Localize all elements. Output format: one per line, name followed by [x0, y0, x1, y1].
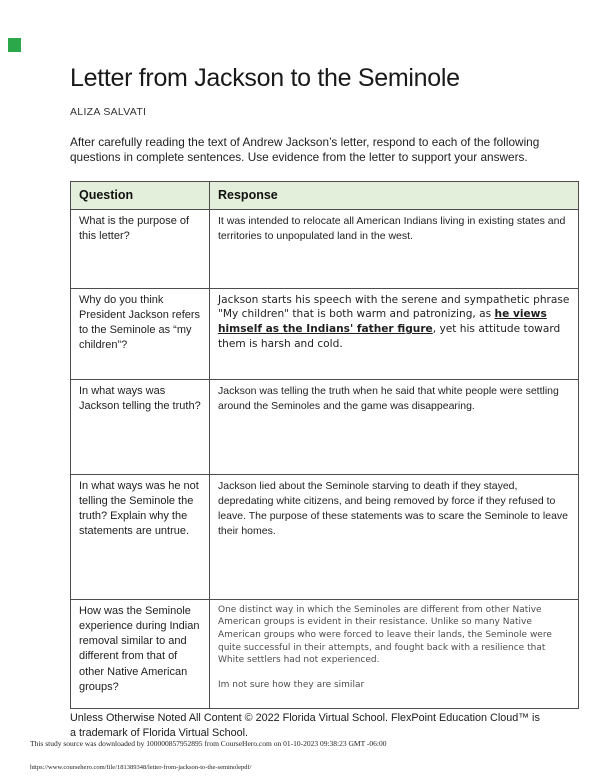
response-cell: Jackson lied about the Seminole starving to death if they stayed, depredating white citizens, and being removed by force if they refused to leave. The purpose of these statements was to scare the Seminole to leave their homes. — [210, 474, 579, 599]
table-row — [71, 209, 579, 288]
question-cell: How was the Seminole experience during Indian removal similar to and different from that of other Native American groups? — [71, 599, 210, 708]
page-title: Letter from Jackson to the Seminole — [70, 64, 460, 92]
response-column-header: Response — [210, 181, 579, 209]
question-cell: Why do you think President Jackson refers to the Seminole as “my children”? — [71, 288, 210, 379]
response-cell: Jackson was telling the truth when he said that white people were settling around the Seminoles and the game was disappearing. — [210, 379, 579, 474]
question-cell: What is the purpose of this letter? — [71, 209, 210, 288]
question-cell: In what ways was Jackson telling the truth? — [71, 379, 210, 474]
table-row — [71, 474, 579, 599]
question-column-header: Question — [71, 181, 210, 209]
table-row — [71, 379, 579, 474]
question-cell: In what ways was he not telling the Seminole the truth? Explain why the statements are untrue. — [71, 474, 210, 599]
question-response-table — [70, 181, 579, 709]
response-cell: It was intended to relocate all American Indians living in existing states and territories to unpopulated land in the west. — [210, 209, 579, 288]
response-cell: Jackson starts his speech with the serene and sympathetic phrase "My children" that is both warm and patronizing, as he views himself as the Indians' father figure, yet his attitude toward them is harsh and cold. — [210, 288, 579, 379]
intro-paragraph: After carefully reading the text of Andrew Jackson’s letter, respond to each of the following questions in complete sentences. Use evidence from the letter to support your answers. — [70, 134, 540, 165]
table-row — [71, 288, 579, 379]
response-paragraph: Im not sure how they are similar — [218, 679, 365, 690]
download-notice: This study source was downloaded by 100000857952895 from CourseHero.com on 01-10-2023 09:38:23 GMT -06:00 — [30, 739, 387, 748]
copyright-notice: Unless Otherwise Noted All Content © 2022 Florida Virtual School. FlexPoint Education Cloud™ is a trademark of Florida Virtual School. — [70, 712, 540, 740]
response-paragraph: One distinct way in which the Seminoles are different from other Native American groups is evident in their resistance. Unlike so many Native American groups who were forced to leave their lands, the Seminole were quite successful in their attempts, and fought back with a resilience that White settlers had not experienced. — [218, 604, 552, 666]
response-cell — [210, 599, 579, 708]
green-square-marker — [8, 38, 21, 52]
source-url-link[interactable]: https://www.coursehero.com/file/181389348/letter-from-jackson-to-the-seminolepdf/ — [30, 764, 252, 771]
table-row — [71, 599, 579, 708]
document-content — [70, 64, 578, 709]
author-name: ALIZA SALVATI — [70, 105, 147, 118]
table-header-row — [71, 181, 579, 209]
